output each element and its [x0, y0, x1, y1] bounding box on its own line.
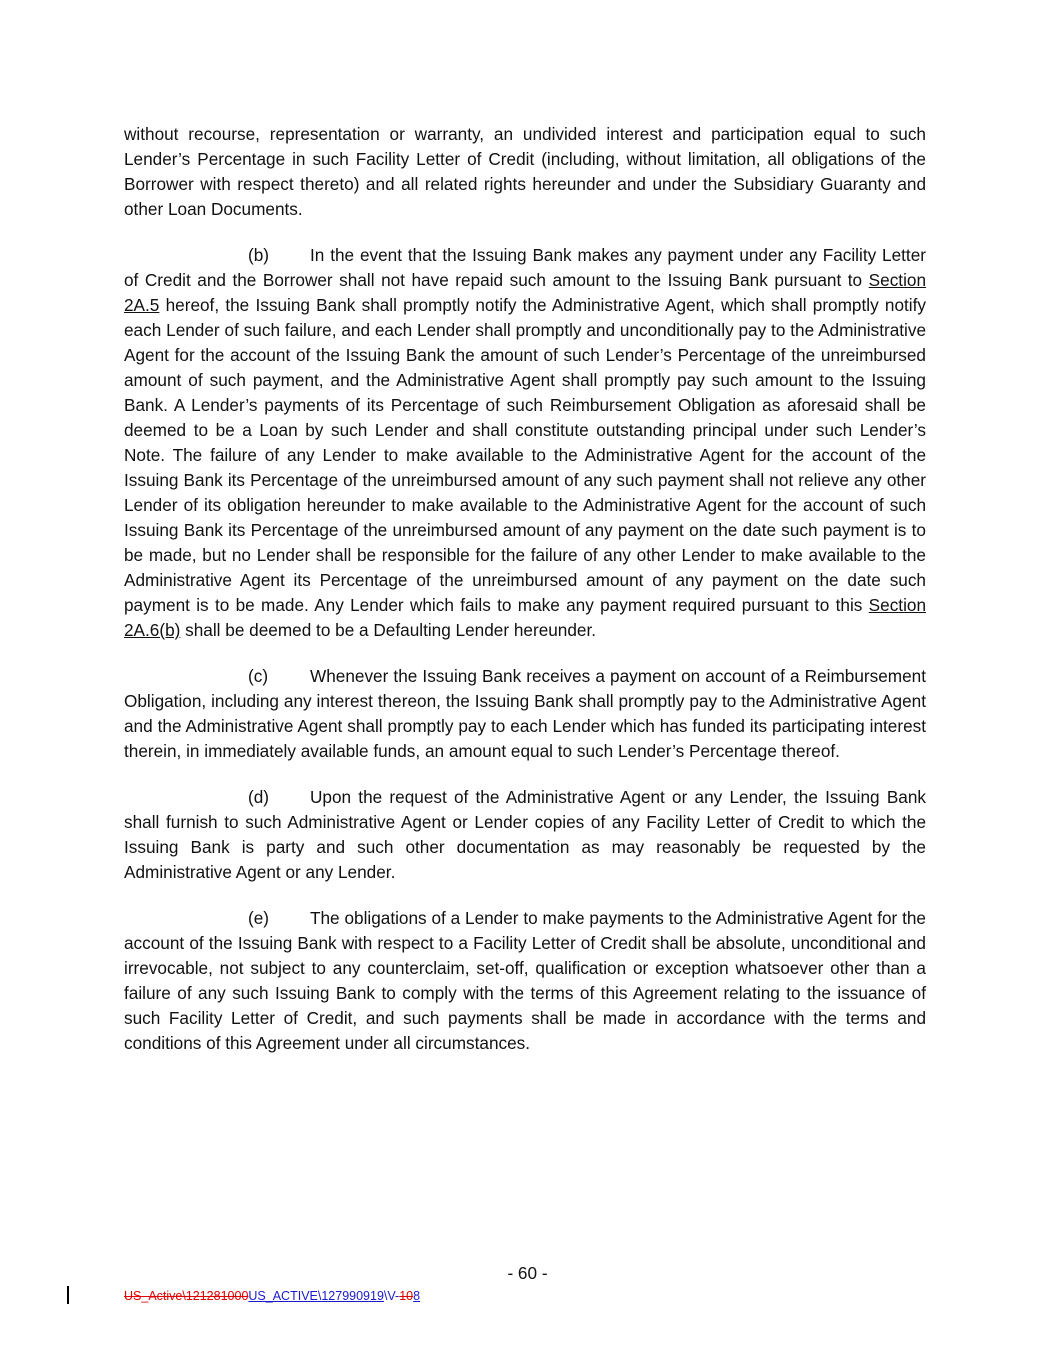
paragraph-e-label: (e) — [248, 908, 270, 928]
paragraph-c — [124, 664, 926, 764]
doc-id-separator: \V- — [383, 1289, 400, 1303]
paragraph-b-text-2: hereof, the Issuing Bank shall promptly notify the Administrative Agent, which shall promptly notify each Lender of such failure, and each Lender shall promptly and unconditionally pay to the Administrative Agent for the account of the Issuing Bank the amount of such Lender’s Percentage of the unreimbursed amount of such payment, and the Administrative Agent shall promptly pay such amount to the Issuing Bank. A Lender’s payments of its Percentage of such Reimbursement Obligation as aforesaid shall be deemed to be a Loan by such Lender and shall constitute outstanding principal under such Lender’s Note. The failure of any Lender to make available to the Administrative Agent for the account of the Issuing Bank its Percentage of the unreimbursed amount of any such payment shall not relieve any other Lender of its obligation hereunder to make available to the Administrative Agent for the account of such Issuing Bank its Percentage of the unreimbursed amount of any payment on the date such payment is to be made, but no Lender shall be responsible for the failure of any other Lender to make available to the Administrative Agent its Percentage of the unreimbursed amount of any payment on the date such payment is to be made. Any Lender which fails to make any payment required pursuant to this — [124, 295, 926, 615]
document-body — [124, 122, 926, 1077]
paragraph-d-label: (d) — [248, 787, 270, 807]
page-number: - 60 - — [507, 1263, 548, 1283]
document-id-footer — [124, 1288, 420, 1304]
doc-id-deleted: US_Active\121281000 — [124, 1289, 249, 1303]
paragraph-c-label: (c) — [248, 666, 269, 686]
section-reference-link[interactable]: Section 2A.6(b) — [124, 595, 926, 640]
version-inserted: 8 — [413, 1289, 421, 1303]
version-deleted: 10 — [399, 1289, 414, 1303]
paragraph-c-text: Whenever the Issuing Bank receives a payment on account of a Reimbursement Obligation, including any interest thereon, the Issuing Bank shall promptly pay to the Administrative Agent and the Administrative Agent shall promptly pay to each Lender which has funded its participating interest therein, in immediately available funds, an amount equal to such Lender’s Percentage thereof. — [124, 666, 926, 761]
revision-change-bar — [67, 1286, 69, 1304]
paragraph-d — [124, 785, 926, 885]
paragraph-a-text: without recourse, representation or warranty, an undivided interest and participation equal to such Lender’s Percentage in such Facility Letter of Credit (including, without limitation, all obligations of the Borrower with respect thereto) and all related rights hereunder and under the Subsidiary Guaranty and other Loan Documents. — [124, 124, 926, 219]
paragraph-a-continuation — [124, 122, 926, 222]
paragraph-d-text: Upon the request of the Administrative Agent or any Lender, the Issuing Bank shall furnish to such Administrative Agent or Lender copies of any Facility Letter of Credit to which the Issuing Bank is party and such other documentation as may reasonably be requested by the Administrative Agent or any Lender. — [124, 787, 926, 882]
paragraph-e-text: The obligations of a Lender to make payments to the Administrative Agent for the account of the Issuing Bank with respect to a Facility Letter of Credit shall be absolute, unconditional and irrevocable, not subject to any counterclaim, set-off, qualification or exception whatsoever other than a failure of any such Issuing Bank to comply with the terms of this Agreement relating to the issuance of such Facility Letter of Credit, and such payments shall be made in accordance with the terms and conditions of this Agreement under all circumstances. — [124, 908, 926, 1053]
paragraph-e — [124, 906, 926, 1056]
paragraph-b — [124, 243, 926, 643]
section-reference-link[interactable]: Section 2A.5 — [124, 270, 926, 315]
paragraph-b-text-3: shall be deemed to be a Defaulting Lender hereunder. — [180, 620, 597, 640]
paragraph-b-label: (b) — [248, 245, 270, 265]
doc-id-inserted: US_ACTIVE\127990919 — [248, 1289, 384, 1303]
paragraph-b-text-1: In the event that the Issuing Bank makes any payment under any Facility Letter of Credit and the Borrower shall not have repaid such amount to the Issuing Bank pursuant to — [124, 245, 926, 290]
